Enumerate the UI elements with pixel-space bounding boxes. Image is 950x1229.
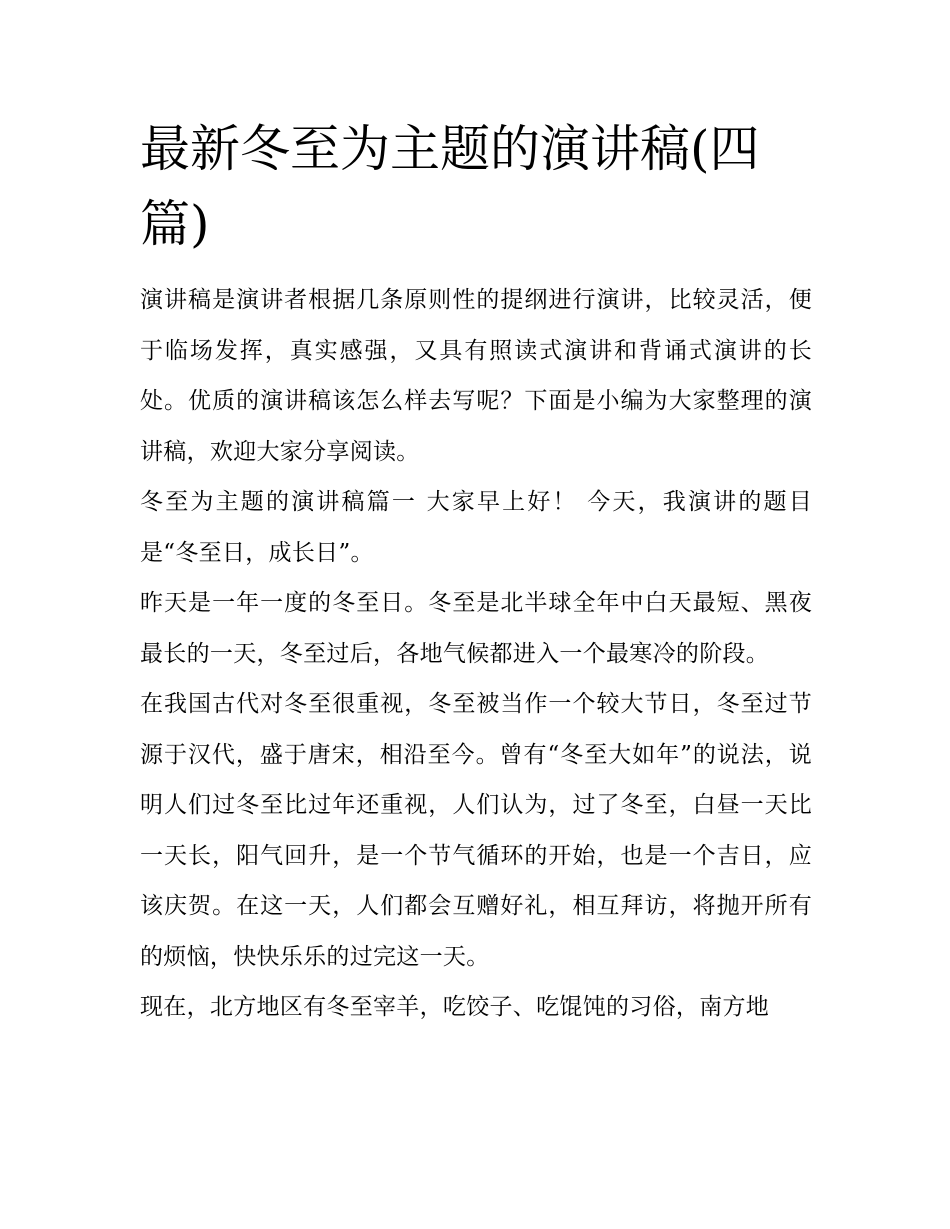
paragraph-winter-solstice-day: 昨天是一年一度的冬至日。冬至是北半球全年中白天最短、黑夜最长的一天，冬至过后，各地气候都进入一个最寒冷的阶段。 bbox=[140, 590, 812, 667]
paragraph-intro: 演讲稿是演讲者根据几条原则性的提纲进行演讲，比较灵活，便于临场发挥，真实感强，又具有照读式演讲和背诵式演讲的长处。优质的演讲稿该怎么样去写呢？下面是小编为大家整理的演讲稿，欢迎大家分享阅读。 bbox=[140, 287, 812, 465]
document-body bbox=[140, 275, 812, 1033]
document-title: 最新冬至为主题的演讲稿(四篇) bbox=[140, 120, 760, 253]
paragraph-modern-custom: 现在，北方地区有冬至宰羊，吃饺子、吃馄饨的习俗，南方地 bbox=[140, 994, 770, 1020]
paragraph-speech-opening: 冬至为主题的演讲稿篇一 大家早上好！ 今天，我演讲的题目是“冬至日，成长日”。 bbox=[140, 489, 812, 566]
paragraph-ancient-custom: 在我国古代对冬至很重视，冬至被当作一个较大节日，冬至过节源于汉代，盛于唐宋，相沿至今。曾有“冬至大如年”的说法，说明人们过冬至比过年还重视，人们认为，过了冬至，白昼一天比一天长，阳气回升，是一个节气循环的开始，也是一个吉日，应该庆贺。在这一天，人们都会互赠好礼，相互拜访，将抛开所有的烦恼，快快乐乐的过完这一天。 bbox=[140, 691, 812, 970]
